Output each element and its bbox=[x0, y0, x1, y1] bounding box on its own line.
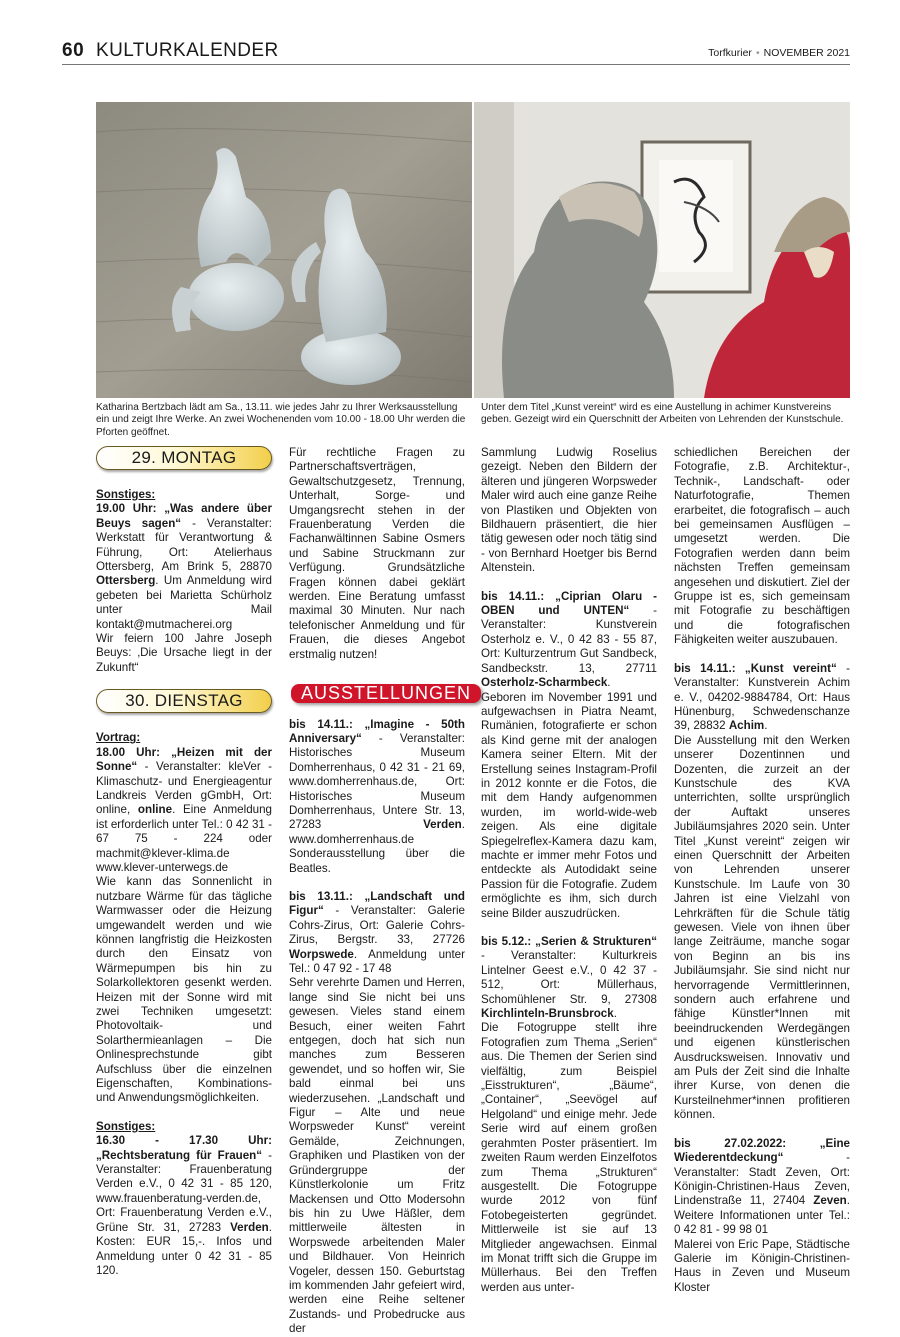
event-description: Die Fotogruppe stellt ihre Fotografien zum Thema „Serien“ aus. Die Themen der Serien sind vielfältig, zum Beispiel „Eisstrukturen“, „Bäume“, „Container“, „Seevögel auf Helgoland“ und einige mehr. Jede Serie wird auf einem großen gerahmten Poster präsentiert. Im zweiten Raum werden Einzelfotos zum Thema „Strukturen“ ausgestellt. Die Fotogruppe wurde 2012 von fünf Fotobegeisterten gegründet. Mittlerweile ist sie auf 13 Mitglieder angewachsen. Einmal im Monat trifft sich die Gruppe im Müllerhaus. Bei den Treffen werden aus unter- bbox=[481, 1021, 657, 1294]
column-2 bbox=[289, 446, 472, 1337]
event-description: Sehr verehrte Damen und Herren, lange sind Sie nicht bei uns gewesen. Vieles stand einem Besuch, einer weiten Fahrt entgegen, doch hat sich nun manches zum Besseren gewendet, und so hoffen wir, Sie bald einmal bei uns wiederzusehen. „Landschaft und Figur – Alte und neue Worpsweder Kunst“ vereint Gemälde, Zeichnungen, Graphiken und Plastiken von der Gründergruppe der Künstlerkolonie um Fritz Mackensen und Otto Modersohn bis hin zu Uwe Häßler, dem mittlerweile ältesten in Worpswede arbeitenden Maler und Bildhauer. Von Heinrich Vogeler, dessen 150. Geburtstag im kommenden Jahr gefeiert wird, werden eine Reihe seltener Zustands- und Probedrucke aus der bbox=[289, 976, 465, 1336]
page-number: 60 bbox=[62, 40, 85, 61]
event-description: Malerei von Eric Pape, Städtische Galerie im Königin-Christinen-Haus in Zeven und Museum Kloster bbox=[674, 1237, 850, 1294]
page-header bbox=[62, 38, 850, 65]
caption-right: Unter dem Titel „Kunst vereint“ wird es eine Austellung in achimer Kunstvereins geben. Gezeigt wird ein Querschnitt der Arbeiten von Lehrenden der Kunstschule. bbox=[481, 402, 844, 426]
event-entry: bis 27.02.2022: „Eine Wiederentdeckung“ - Veranstalter: Stadt Zeven, Ort: Königin-Christinen-Haus Zeven, Lindenstraße 11, 27404 Zeven. Weitere Informationen unter Tel.: 0 42 81 - 99 98 01 bbox=[674, 1136, 850, 1237]
column-1 bbox=[96, 446, 272, 1278]
event-description: Sammlung Ludwig Roselius gezeigt. Neben den Bildern der älteren und jüngeren Worpsweder Maler wird auch eine ganze Reihe von Plastiken und Objekten von Bildhauern präsentiert, die hier tätig gewesen oder noch tätig sind - von Bernhard Hoetger bis Bernd Altenstein. bbox=[481, 446, 657, 575]
section-title: KULTURKALENDER bbox=[96, 40, 279, 61]
event-description: schiedlichen Bereichen der Fotografie, z.B. Architektur-, Technik-, Landschaft- oder Naturfotografie, Themen erarbeitet, die fotografisch – auch bei gemeinsamen Ausflügen – umgesetzt werden. Die Fotografien werden dann beim nächsten Treffen gemeinsam angesehen und diskutiert. Ziel der Gruppe ist es, sich gemeinsam mit Fotografie zu beschäftigen und die fotografischen Fähigkeiten weiter auszubauen. bbox=[674, 446, 850, 647]
event-entry: bis 14.11.: „Ciprian Olaru - OBEN und UNTEN“ - Veranstalter: Kunstverein Osterholz e. V., 0 42 83 - 55 87, Ort: Kulturzentrum Gut Sandbeck, Sandbeckstr. 13, 27711 Osterholz-Scharmbeck. bbox=[481, 589, 657, 690]
caption-left: Katharina Bertzbach lädt am Sa., 13.11. wie jedes Jahr zu Ihrer Werksausstellung ein und zeigt Ihre Werke. An zwei Wochenenden vom 10.00 - 18.00 Uhr werden die Pforten geöffnet. bbox=[96, 402, 466, 438]
event-entry: 16.30 - 17.30 Uhr: „Rechtsberatung für Frauen“ - Veranstalter: Frauenberatung Verden e.V., 0 42 31 - 85 120, www.frauenberatung-verden.de, Ort: Frauenberatung Verden e.V., Grüne Str. 31, 27283 Verden. Kosten: EUR 15,-. Infos und Anmeldung unter 0 42 31 - 85 120. bbox=[96, 1134, 272, 1277]
issue-info: Torfkurier • NOVEMBER 2021 bbox=[708, 47, 850, 59]
event-description: Die Ausstellung mit den Werken unserer Dozentinnen und Dozenten, die zurzeit an der Kunstschule des KVA unterrichten, sollte ursprünglich der Auftakt unseres Jubiläumsjahres 2020 sein. Unter Titel „Kunst vereint“ zeigen wir einen Querschnitt der Arbeiten von Lehrenden unserer Kunstschule. Im Laufe von 30 Jahren ist eine Vielzahl von Lehrkräften für die Schule tätig gewesen. Viele von ihnen über lange Zeiträume, manche sogar von Beginn an bis ins Jubiläumsjahr. Sie sind nicht nur hervorragende Vermittlerinnen, sondern auch erfahrene und fähige Künstler*Innen mit beeindruckenden Werdegängen und eigenen künstlerischen Ausdrucksweisen. Innovativ und am Puls der Zeit sind die Inhalte ihrer Kurse, von denen die Kursteilnehmer*innen profitieren können. bbox=[674, 733, 850, 1122]
event-description: Für rechtliche Fragen zu Partnerschaftsverträgen, Gewaltschutzgesetz, Trennung, Unterhalt, Sorge- und Umgangsrecht stehen in der Frauenberatung Verden die Fachanwältinnen Sabine Osmers und Sabine Struckmann zur Verfügung. Grundsätzliche Fragen können dabei geklärt werden. Eine Beratung umfasst maximal 30 Minuten. Nur nach telefonischer Anmeldung und für Frauen, die dieses Angebot erstmalig nutzen! bbox=[289, 446, 465, 661]
column-3 bbox=[481, 446, 657, 1295]
event-description: Wie kann das Sonnenlicht in nutzbare Wärme für das tägliche Warmwasser oder die Heizung umgewandelt werden und wie können langfristig die Heizkosten durch den Einsatz von Wärmepumpen bis hin zu Solarkollektoren gesenkt werden. Heizen mit der Sonne wird mit zwei Techniken umgesetzt: Photovoltaik- und Solarthermieanlagen – Die Onlinesprechstunde gibt Aufschluss über die einzelnen Eigenschaften, Kombinations- und Anwendungsmöglichkeiten. bbox=[96, 875, 272, 1105]
gallery-photo bbox=[474, 102, 850, 398]
event-description: Geboren im November 1991 und aufgewachsen in Piatra Neamt, Rumänien, fotografierte er schon als Kind gerne mit der analogen Kamera seiner Eltern. Mit der Erstellung seines Instagram-Profil in 2012 konnte er die Fotos, die mit dem Handy aufgenommen wurden, im world-wide-web zeigen. Als eine digitale Spiegelreflex-Kamera dazu kam, machte er immer mehr Fotos und entdeckte als Autodidakt seine Passion für die Fotografie. Zudem ermöglichte es ihm, sich durch seine Bilder auszudrücken. bbox=[481, 690, 657, 920]
column-4 bbox=[674, 446, 850, 1295]
event-entry: bis 14.11.: „Kunst vereint“ - Veranstalter: Kunstverein Achim e. V., 04202-9884784, Ort: Haus Hünenburg, Schwedenschanze 39, 28832 Achim. bbox=[674, 661, 850, 733]
day-header-tuesday: 30. DIENSTAG bbox=[96, 689, 272, 713]
event-entry: bis 14.11.: „Imagine - 50th Anniversary“ - Veranstalter: Historisches Museum Domherrenhaus, 0 42 31 - 21 69, www.domherrenhaus.de, Ort: Historisches Museum Domherrenhaus, Untere Str. 13, 27283 Verden. www.domherrenhaus.de Sonderausstellung über die Beatles. bbox=[289, 717, 465, 875]
event-entry: bis 5.12.: „Serien & Strukturen“ - Veranstalter: Kulturkreis Lintelner Geest e.V., 0 42 37 - 512, Ort: Müllerhaus, Schomühlener Str. 9, 27308 Kirchlinteln-Brunsbrock. bbox=[481, 935, 657, 1021]
event-entry: 19.00 Uhr: „Was andere über Beuys sagen“ - Veranstalter: Werkstatt für Verantwortung & Führung, Ort: Atelierhaus Ottersberg, Am Brink 5, 28870 Ottersberg. Um Anmeldung wird gebeten bei Marietta Schürholz unter Mail kontakt@mutmacherei.org bbox=[96, 502, 272, 631]
publication-name: Torfkurier bbox=[708, 47, 752, 59]
category-label: Sonstiges: bbox=[96, 488, 156, 501]
category-label: Vortrag: bbox=[96, 731, 141, 745]
sculpture-photo bbox=[96, 102, 472, 398]
event-entry: bis 13.11.: „Landschaft und Figur“ - Veranstalter: Galerie Cohrs-Zirus, Ort: Galerie Cohrs-Zirus, Bergstr. 33, 27726 Worpswede. Anmeldung unter Tel.: 0 47 92 - 17 48 bbox=[289, 889, 465, 975]
event-description: Wir feiern 100 Jahre Joseph Beuys: ‚Die Ursache liegt in der Zukunft“ bbox=[96, 632, 272, 674]
issue-date: NOVEMBER 2021 bbox=[763, 47, 850, 59]
section-header-exhibitions: AUSSTELLUNGEN bbox=[291, 684, 481, 702]
event-entry: 18.00 Uhr: „Heizen mit der Sonne“ - Veranstalter: kleVer - Klimaschutz- und Energieagentur Landkreis Verden gGmbH, Ort: online, online. Eine Anmeldung ist erforderlich unter Tel.: 0 42 31 - 67 75 - 224 oder machmit@klever-klima.de www.klever-unterwegs.de bbox=[96, 745, 272, 874]
category-label: Sonstiges: bbox=[96, 1119, 156, 1133]
day-header-monday: 29. MONTAG bbox=[96, 446, 272, 470]
